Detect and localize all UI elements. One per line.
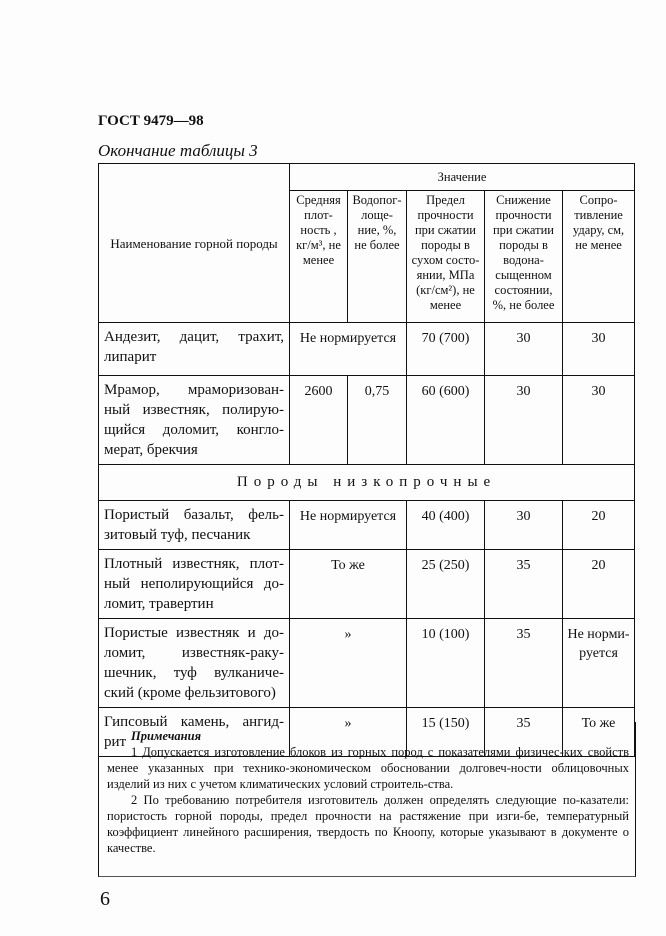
rock-name: Андезит, дацит, трахит, липарит xyxy=(99,323,290,376)
reduction: 30 xyxy=(485,323,563,376)
properties-table xyxy=(98,163,635,757)
value-header: Значение xyxy=(290,164,635,191)
notes-block xyxy=(98,722,636,877)
impact: 30 xyxy=(563,323,635,376)
table-row xyxy=(99,376,635,465)
col-header-impact: Сопро-тивление удару, см, не менее xyxy=(563,191,635,323)
rock-name: Мрамор, мраморизован-ный известняк, полирую-щийся доломит, конгло-мерат, брекчия xyxy=(99,376,290,465)
col-header-density: Средняя плот-ность , кг/м³, не менее xyxy=(290,191,348,323)
table-row xyxy=(99,550,635,619)
table-row xyxy=(99,501,635,550)
strength: 15 (150) xyxy=(407,708,485,757)
name-header: Наименование горной породы xyxy=(99,164,290,323)
impact: 20 xyxy=(563,550,635,619)
impact: То же xyxy=(563,708,635,757)
density-water: То же xyxy=(290,550,407,619)
col-header-water: Водопог-лоще-ние, %, не более xyxy=(348,191,407,323)
density-water: Не нормируется xyxy=(290,501,407,550)
standard-number: ГОСТ 9479—98 xyxy=(98,113,204,129)
impact: Не норми-руется xyxy=(563,619,635,708)
reduction: 30 xyxy=(485,376,563,465)
col-header-reduction: Снижение прочности при сжатии породы в водона-сыщенном состоянии, %, не более xyxy=(485,191,563,323)
impact: 30 xyxy=(563,376,635,465)
reduction: 35 xyxy=(485,550,563,619)
density-water: » xyxy=(290,619,407,708)
table-caption: Окончание таблицы 3 xyxy=(98,141,258,160)
notes-title: Примечания xyxy=(131,729,202,743)
rock-name: Гипсовый камень, ангид-рит xyxy=(99,708,290,757)
col-header-strength: Предел прочности при сжатии породы в сухом состо-янии, МПа (кг/см²), не менее xyxy=(407,191,485,323)
rock-name: Плотный известняк, плот-ный неполирующийся до-ломит, травертин xyxy=(99,550,290,619)
page-number: 6 xyxy=(100,888,110,910)
impact: 20 xyxy=(563,501,635,550)
density-water: » xyxy=(290,708,407,757)
section-heading: Породы низкопрочные xyxy=(99,465,635,501)
table-row xyxy=(99,323,635,376)
reduction: 35 xyxy=(485,619,563,708)
note-2: 2 По требованию потребителя изготовитель должен определять следующие по-казатели: пористость горной породы, предел прочности на растяжение при изги-бе, температурный коэффициент линейного расширения, твердость по Кноопу, которые указывают в документе о качестве. xyxy=(107,793,629,855)
strength: 25 (250) xyxy=(407,550,485,619)
density: 2600 xyxy=(290,376,348,465)
table-row xyxy=(99,619,635,708)
strength: 40 (400) xyxy=(407,501,485,550)
water: 0,75 xyxy=(348,376,407,465)
note-1: 1 Допускается изготовление блоков из горных пород с показателями физичес-ких свойств менее указанных при технико-экономическом обосновании долговеч-ности облицовочных изделий из них с учетом климатических условий строитель-ства. xyxy=(107,745,629,791)
strength: 60 (600) xyxy=(407,376,485,465)
density-water: Не нормируется xyxy=(290,323,407,376)
reduction: 30 xyxy=(485,501,563,550)
strength: 70 (700) xyxy=(407,323,485,376)
rock-name: Пористые известняк и до-ломит, известняк-раку-шечник, туф вулканиче-ский (кроме фельзитового) xyxy=(99,619,290,708)
reduction: 35 xyxy=(485,708,563,757)
strength: 10 (100) xyxy=(407,619,485,708)
rock-name: Пористый базальт, фель-зитовый туф, песчаник xyxy=(99,501,290,550)
